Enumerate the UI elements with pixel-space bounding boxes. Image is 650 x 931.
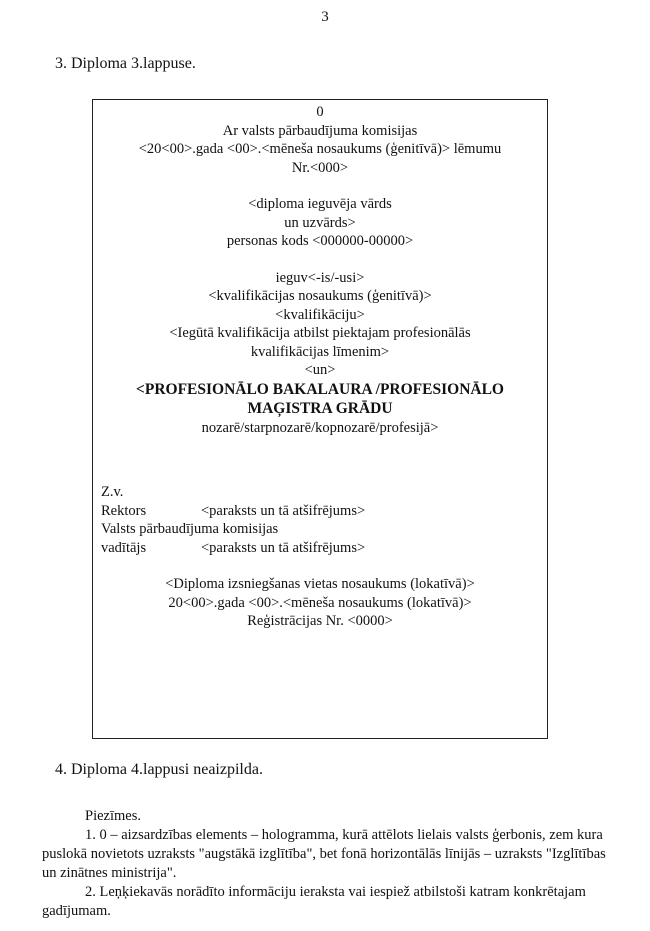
- commission-title-line: Valsts pārbaudījuma komisijas: [101, 521, 279, 537]
- registration-number-line: Reģistrācijas Nr. <0000>: [247, 613, 393, 629]
- rector-signature-placeholder: <paraksts un tā atšifrējums>: [201, 502, 366, 519]
- qualification-line: <kvalifikāciju>: [275, 306, 365, 323]
- chair-label: vadītājs: [101, 539, 147, 556]
- qualification-line: <kvalifikācijas nosaukums (ģenitīvā)>: [208, 288, 432, 304]
- issue-date-line: 20<00>.gada <00>.<mēneša nosaukums (lokatīvā)>: [168, 594, 472, 611]
- section-heading-3: 3. Diploma 3.lappuse.: [55, 55, 196, 72]
- diploma-template-box: [92, 99, 548, 739]
- signature-block: [93, 483, 547, 557]
- qualification-line: <un>: [304, 362, 336, 378]
- chair-signature-placeholder: <paraksts un tā atšifrējums>: [201, 539, 366, 556]
- hologram-mark: 0: [316, 104, 324, 120]
- commission-line: <20<00>.gada <00>.<mēneša nosaukums (ģenitīvā)> lēmumu: [138, 141, 502, 157]
- notes-section: [42, 807, 612, 921]
- seal-mark: Z.v.: [101, 484, 124, 500]
- degree-line: MAĢISTRA GRĀDU: [247, 400, 393, 417]
- notes-title: Piezīmes.: [85, 808, 141, 824]
- recipient-line: <diploma ieguvēja vārds: [248, 196, 392, 212]
- issue-place-line: <Diploma izsniegšanas vietas nosaukums (lokatīvā)>: [165, 576, 475, 592]
- recipient-line: personas kods <000000-00000>: [226, 233, 414, 249]
- commission-line: Ar valsts pārbaudījuma komisijas: [222, 122, 418, 139]
- rector-label: Rektors: [101, 502, 147, 519]
- qualification-line: kvalifikācijas līmenim>: [250, 343, 390, 360]
- section-heading-4: 4. Diploma 4.lappusi neaizpilda.: [55, 761, 263, 778]
- recipient-line: un uzvārds>: [284, 214, 356, 231]
- degree-line: <PROFESIONĀLO BAKALAURA /PROFESIONĀLO: [136, 380, 504, 398]
- qualification-line: ieguv<-is/-usi>: [275, 269, 365, 286]
- rector-signature-row: [101, 502, 547, 521]
- commission-line: Nr.<000>: [291, 159, 349, 176]
- chair-signature-row: [101, 539, 547, 558]
- degree-suffix-line: nozarē/starpnozarē/kopnozarē/profesijā>: [201, 419, 439, 436]
- note-paragraph-2: 2. Leņķiekavās norādīto informāciju ieraksta vai iespiež atbilstoši katram konkrētajam gadījumam.: [42, 884, 586, 919]
- qualification-line: <Iegūtā kvalifikācija atbilst piektajam profesionālās: [169, 325, 471, 341]
- page-number: 3: [321, 9, 329, 25]
- note-paragraph-1: 1. 0 – aizsardzības elements – hologramma, kurā attēlots lielais valsts ģerbonis, zem kura puslokā novietots uzraksts "augstākā izglītība", bet fonā horizontālās līnijās – uzraksts "Izglītības un zinātnes ministrija".: [42, 827, 606, 881]
